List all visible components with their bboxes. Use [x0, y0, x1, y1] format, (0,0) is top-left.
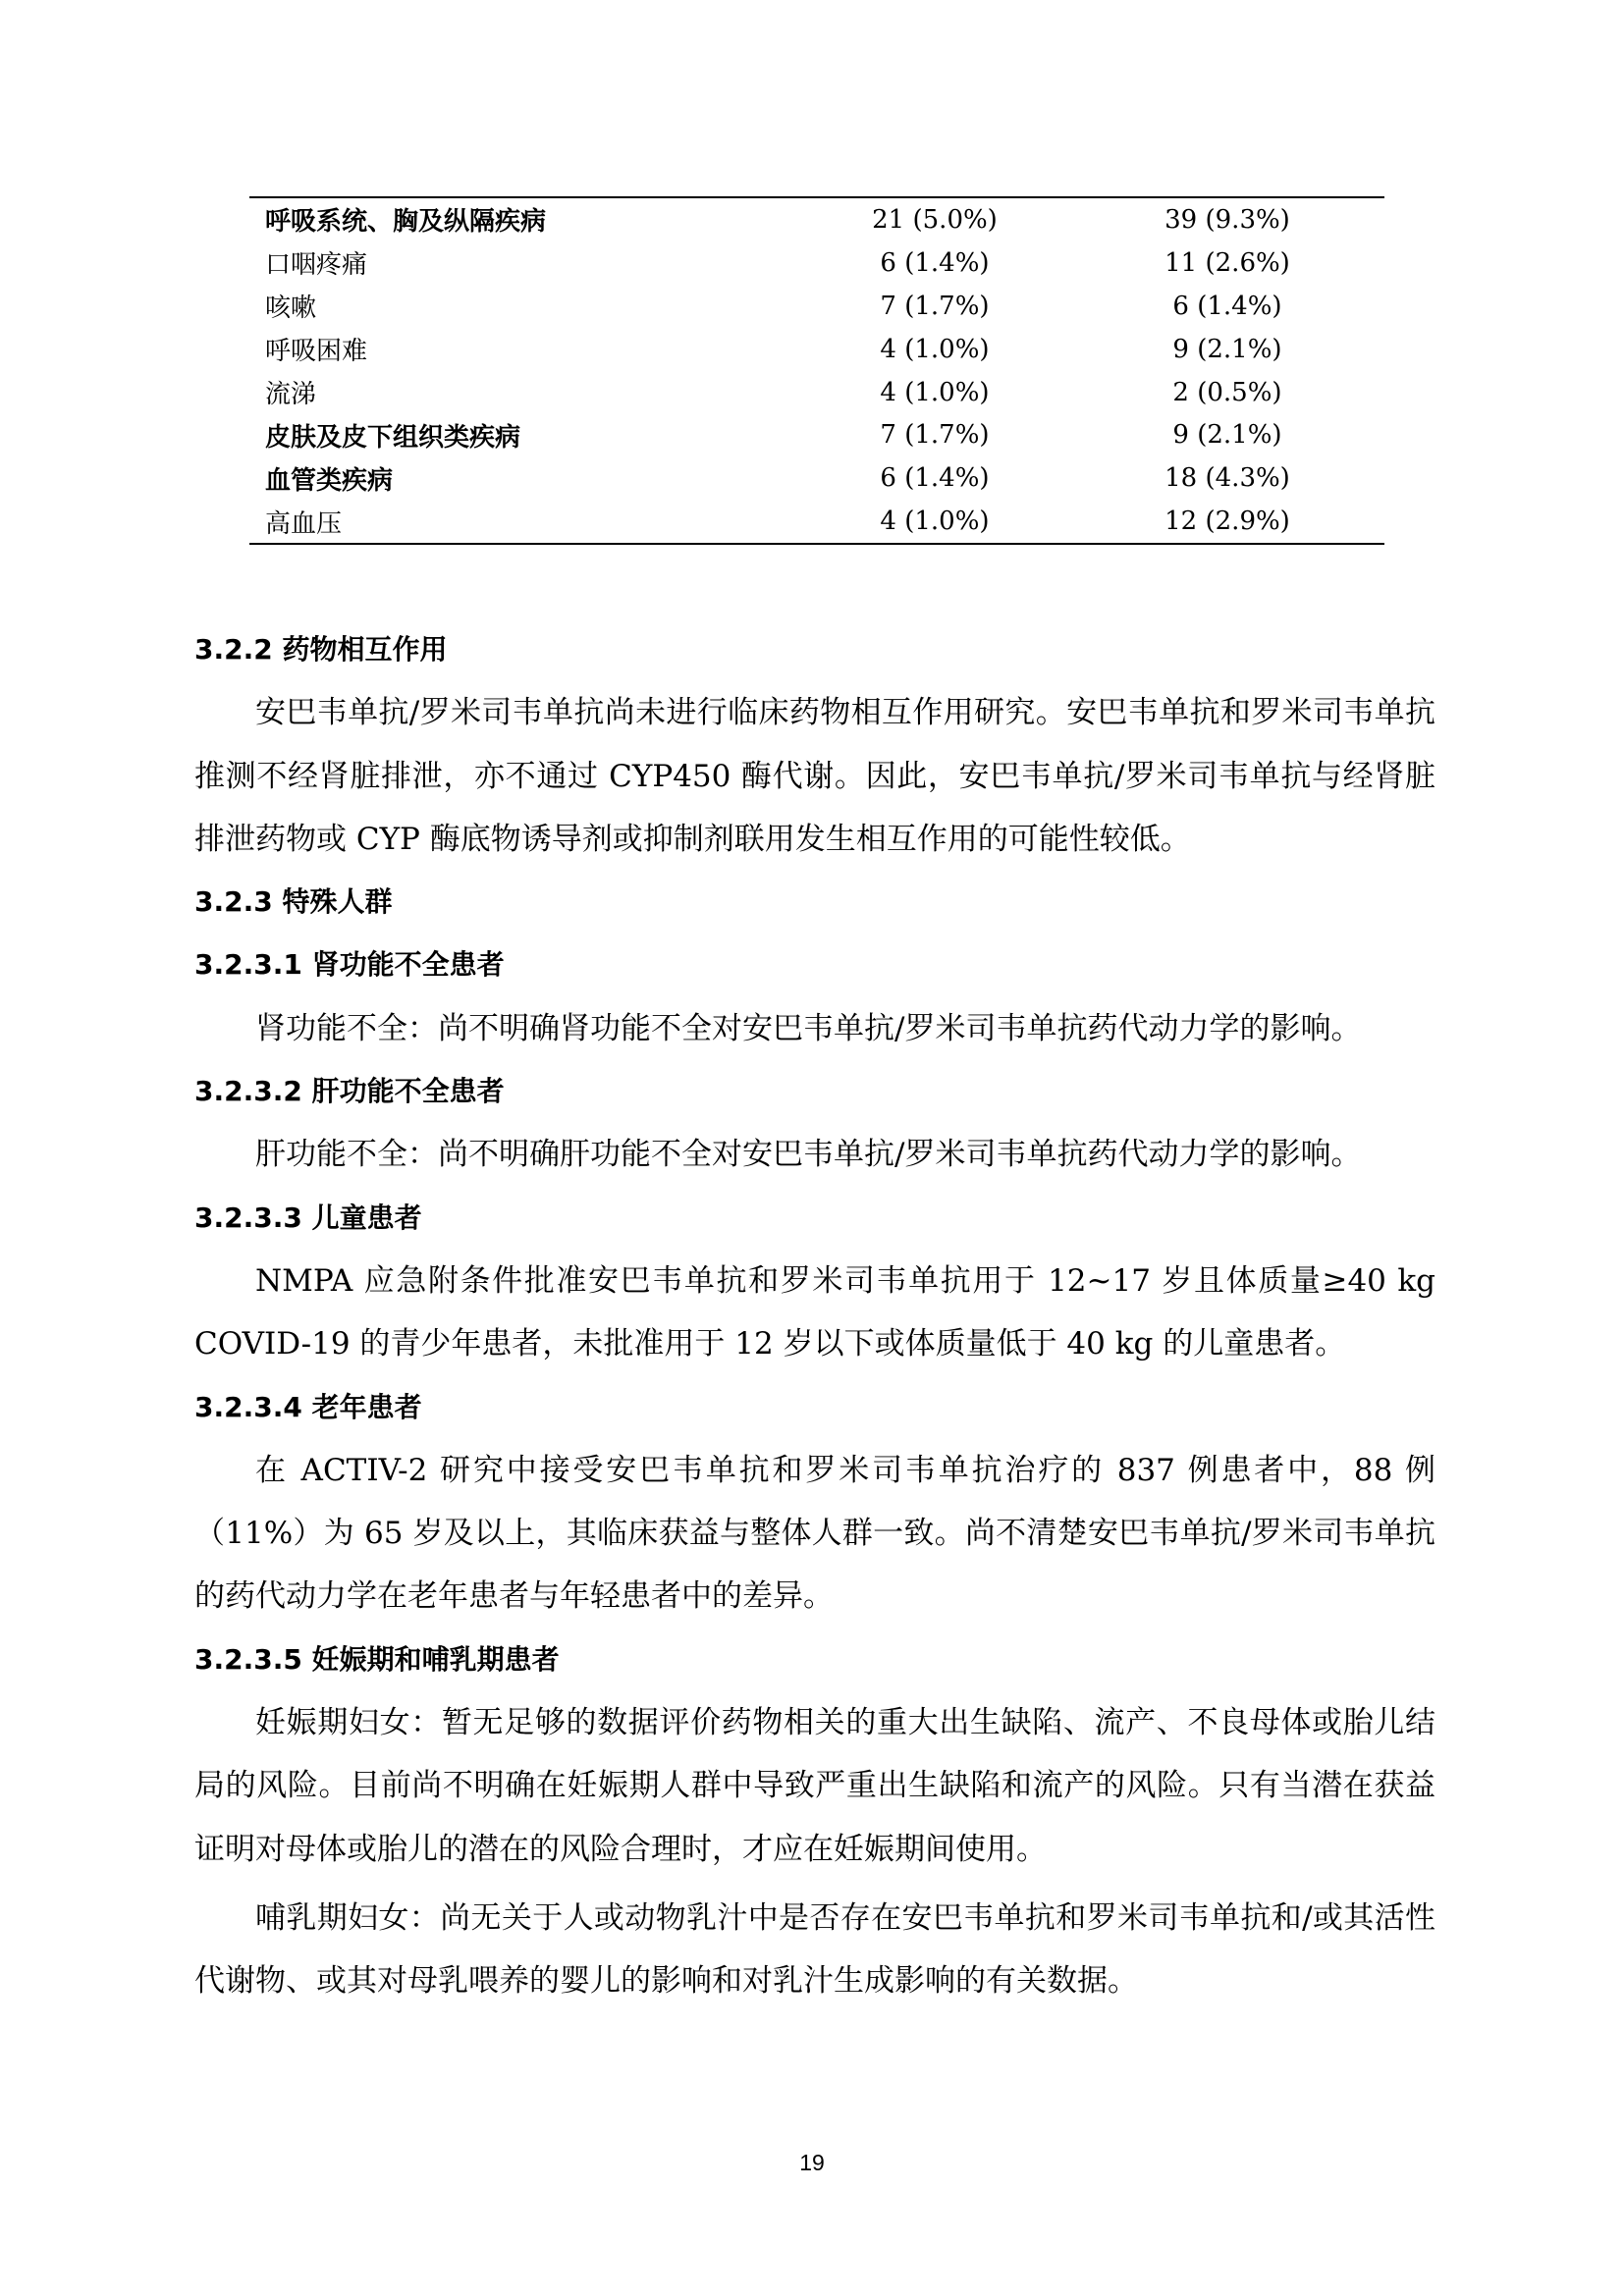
row-label: 血管类疾病 — [265, 465, 394, 496]
cell-value-a: 6 (1.4%) — [880, 247, 990, 278]
table-row — [249, 456, 1384, 500]
paragraph-pregnancy: 妊娠期妇女：暂无足够的数据评价药物相关的重大出生缺陷、流产、不良母体或胎儿结局的风险。目前尚不明确在妊娠期人群中导致严重出生缺陷和流产的风险。只有当潜在获益证明对母体或胎儿的潜在的风险合理时，才应在妊娠期间使用。 — [194, 1705, 1435, 1867]
table-row — [249, 198, 1384, 241]
table-row — [249, 328, 1384, 371]
cell-value-b: 6 (1.4%) — [1172, 291, 1282, 321]
row-label: 口咽疼痛 — [265, 250, 368, 281]
cell-value-b: 2 (0.5%) — [1172, 377, 1282, 407]
section-heading-3-2-3-2: 3.2.3.2 肝功能不全患者 — [194, 1075, 505, 1108]
section-heading-3-2-3: 3.2.3 特殊人群 — [194, 885, 393, 919]
page-number: 19 — [799, 2150, 825, 2175]
section-heading-3-2-3-1: 3.2.3.1 肾功能不全患者 — [194, 948, 505, 982]
cell-value-a: 4 (1.0%) — [880, 507, 990, 537]
cell-value-a: 7 (1.7%) — [880, 291, 990, 321]
section-heading-3-2-2: 3.2.2 药物相互作用 — [194, 633, 448, 666]
section-heading-3-2-3-4: 3.2.3.4 老年患者 — [194, 1390, 422, 1423]
section-heading-3-2-3-3: 3.2.3.3 儿童患者 — [194, 1201, 422, 1234]
table-row — [249, 241, 1384, 285]
document-body — [194, 618, 1435, 2013]
cell-value-a: 4 (1.0%) — [880, 377, 990, 407]
paragraph-lactation: 哺乳期妇女：尚无关于人或动物乳汁中是否存在安巴韦单抗和罗米司韦单抗和/或其活性代谢物、或其对母乳喂养的婴儿的影响和对乳汁生成影响的有关数据。 — [194, 1899, 1435, 2000]
paragraph-renal-impairment: 肾功能不全：尚不明确肾功能不全对安巴韦单抗/罗米司韦单抗药代动力学的影响。 — [255, 1010, 1362, 1046]
row-label: 皮肤及皮下组织类疾病 — [265, 422, 521, 453]
cell-value-a: 7 (1.7%) — [880, 420, 990, 451]
row-label: 咳嗽 — [265, 294, 317, 324]
table-row — [249, 500, 1384, 543]
cell-value-a: 21 (5.0%) — [872, 204, 998, 235]
paragraph-drug-interactions: 安巴韦单抗/罗米司韦单抗尚未进行临床药物相互作用研究。安巴韦单抗和罗米司韦单抗推测不经肾脏排泄，亦不通过 CYP450 酶代谢。因此，安巴韦单抗/罗米司韦单抗与经肾脏排泄药物或 CYP 酶底物诱导剂或抑制剂联用发生相互作用的可能性较低。 — [194, 695, 1435, 857]
row-label: 呼吸困难 — [265, 337, 368, 367]
cell-value-b: 9 (2.1%) — [1172, 334, 1282, 364]
table-row — [249, 371, 1384, 414]
cell-value-b: 11 (2.6%) — [1164, 247, 1290, 278]
section-heading-3-2-3-5: 3.2.3.5 妊娠期和哺乳期患者 — [194, 1642, 560, 1676]
cell-value-a: 4 (1.0%) — [880, 334, 990, 364]
cell-value-b: 18 (4.3%) — [1164, 463, 1290, 494]
row-label: 流涕 — [265, 380, 317, 409]
paragraph-pediatric: NMPA 应急附条件批准安巴韦单抗和罗米司韦单抗用于 12~17 岁且体质量≥40 kg COVID-19 的青少年患者，未批准用于 12 岁以下或体质量低于 40 kg 的儿童患者。 — [194, 1262, 1435, 1362]
cell-value-b: 9 (2.1%) — [1172, 420, 1282, 451]
row-label: 高血压 — [265, 508, 343, 539]
table-row — [249, 413, 1384, 456]
row-label: 呼吸系统、胸及纵隔疾病 — [265, 207, 547, 238]
cell-value-b: 39 (9.3%) — [1164, 204, 1290, 235]
paragraph-hepatic-impairment: 肝功能不全：尚不明确肝功能不全对安巴韦单抗/罗米司韦单抗药代动力学的影响。 — [255, 1137, 1362, 1173]
paragraph-geriatric: 在 ACTIV-2 研究中接受安巴韦单抗和罗米司韦单抗治疗的 837 例患者中，88 例（11%）为 65 岁及以上，其临床获益与整体人群一致。尚不清楚安巴韦单抗/罗米司韦单抗的药代动力学在老年患者与年轻患者中的差异。 — [194, 1452, 1435, 1615]
table-row — [249, 285, 1384, 328]
cell-value-b: 12 (2.9%) — [1164, 507, 1290, 537]
cell-value-a: 6 (1.4%) — [880, 463, 990, 494]
adverse-events-table — [249, 196, 1384, 545]
